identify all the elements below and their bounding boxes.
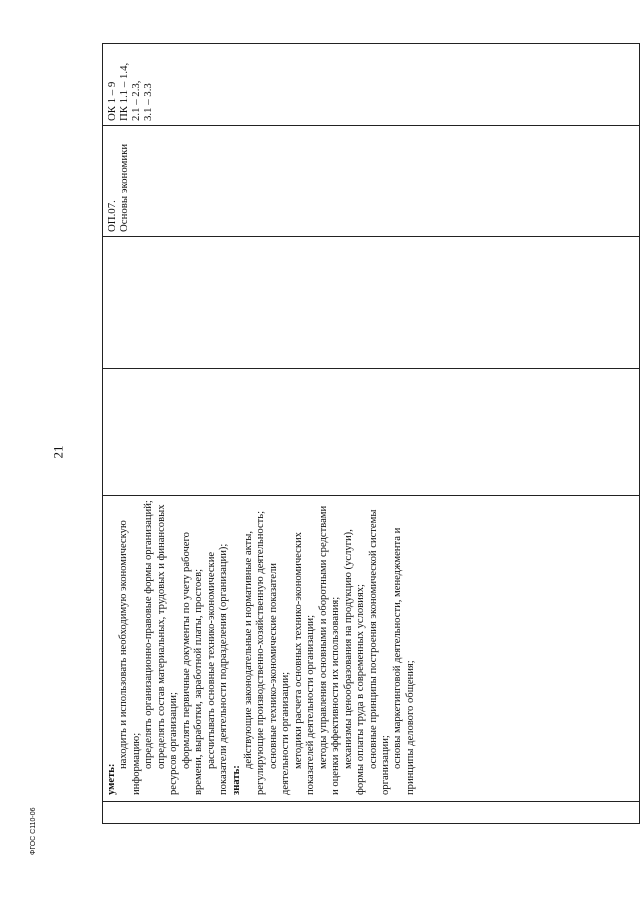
skills-heading: уметь: bbox=[106, 763, 117, 795]
know-item: действующие законодательные и нормативные акты, регулирующие производственно-хозяйственную деятельность; bbox=[242, 510, 267, 795]
know-item: методы управления основными и оборотными средствами и оценки эффективности их использования; bbox=[317, 505, 342, 795]
discipline-code: ОП.07. bbox=[106, 200, 118, 232]
knowledge-cell bbox=[103, 496, 640, 802]
discipline-cell bbox=[103, 126, 640, 237]
know-item: основные принципы построения экономической системы организации; bbox=[367, 509, 391, 795]
skill-item: рассчитывать основные технико-экономические показатели деятельности подразделения (организации); bbox=[205, 543, 230, 795]
curriculum-table bbox=[102, 43, 640, 824]
skill-item: оформлять первичные документы по учету рабочего времени, выработки, заработной платы, простоев; bbox=[180, 532, 205, 795]
hours-class-cell bbox=[103, 237, 640, 369]
competency-item: 2.1 – 2.3, bbox=[130, 80, 142, 121]
page-number: 21 bbox=[50, 445, 66, 459]
hours-max-cell bbox=[103, 369, 640, 496]
footer-code: ФГОС С110-06 bbox=[30, 807, 37, 855]
know-item: методики расчета основных технико-экономических показателей деятельности организации; bbox=[292, 532, 317, 795]
skill-item: находить и использовать необходимую экономическую информацию; bbox=[118, 520, 142, 795]
skill-item: определять состав материальных, трудовых и финансовых ресурсов организации; bbox=[155, 504, 180, 795]
skill-item: определять организационно-правовые формы организаций; bbox=[143, 500, 155, 769]
know-item: механизмы ценообразования на продукцию (услуги), формы оплаты труда в современных условиях; bbox=[342, 529, 367, 795]
competency-item: ОК 1 – 9 bbox=[106, 81, 118, 121]
competency-item: ПК 1.1 – 1.4, bbox=[118, 62, 130, 121]
index-cell bbox=[103, 802, 640, 824]
discipline-name: Основы экономики bbox=[118, 143, 131, 232]
know-item: основные технико-экономические показатели деятельности организации; bbox=[267, 563, 292, 795]
know-item: основы маркетинговой деятельности, менеджмента и принципы делового общения; bbox=[392, 527, 416, 795]
competency-cell bbox=[103, 44, 640, 126]
know-heading: знать: bbox=[230, 765, 242, 795]
competency-item: 3.1 – 3.3 bbox=[142, 83, 154, 121]
rotated-table-container bbox=[102, 44, 640, 824]
knowledge-text bbox=[103, 496, 419, 801]
